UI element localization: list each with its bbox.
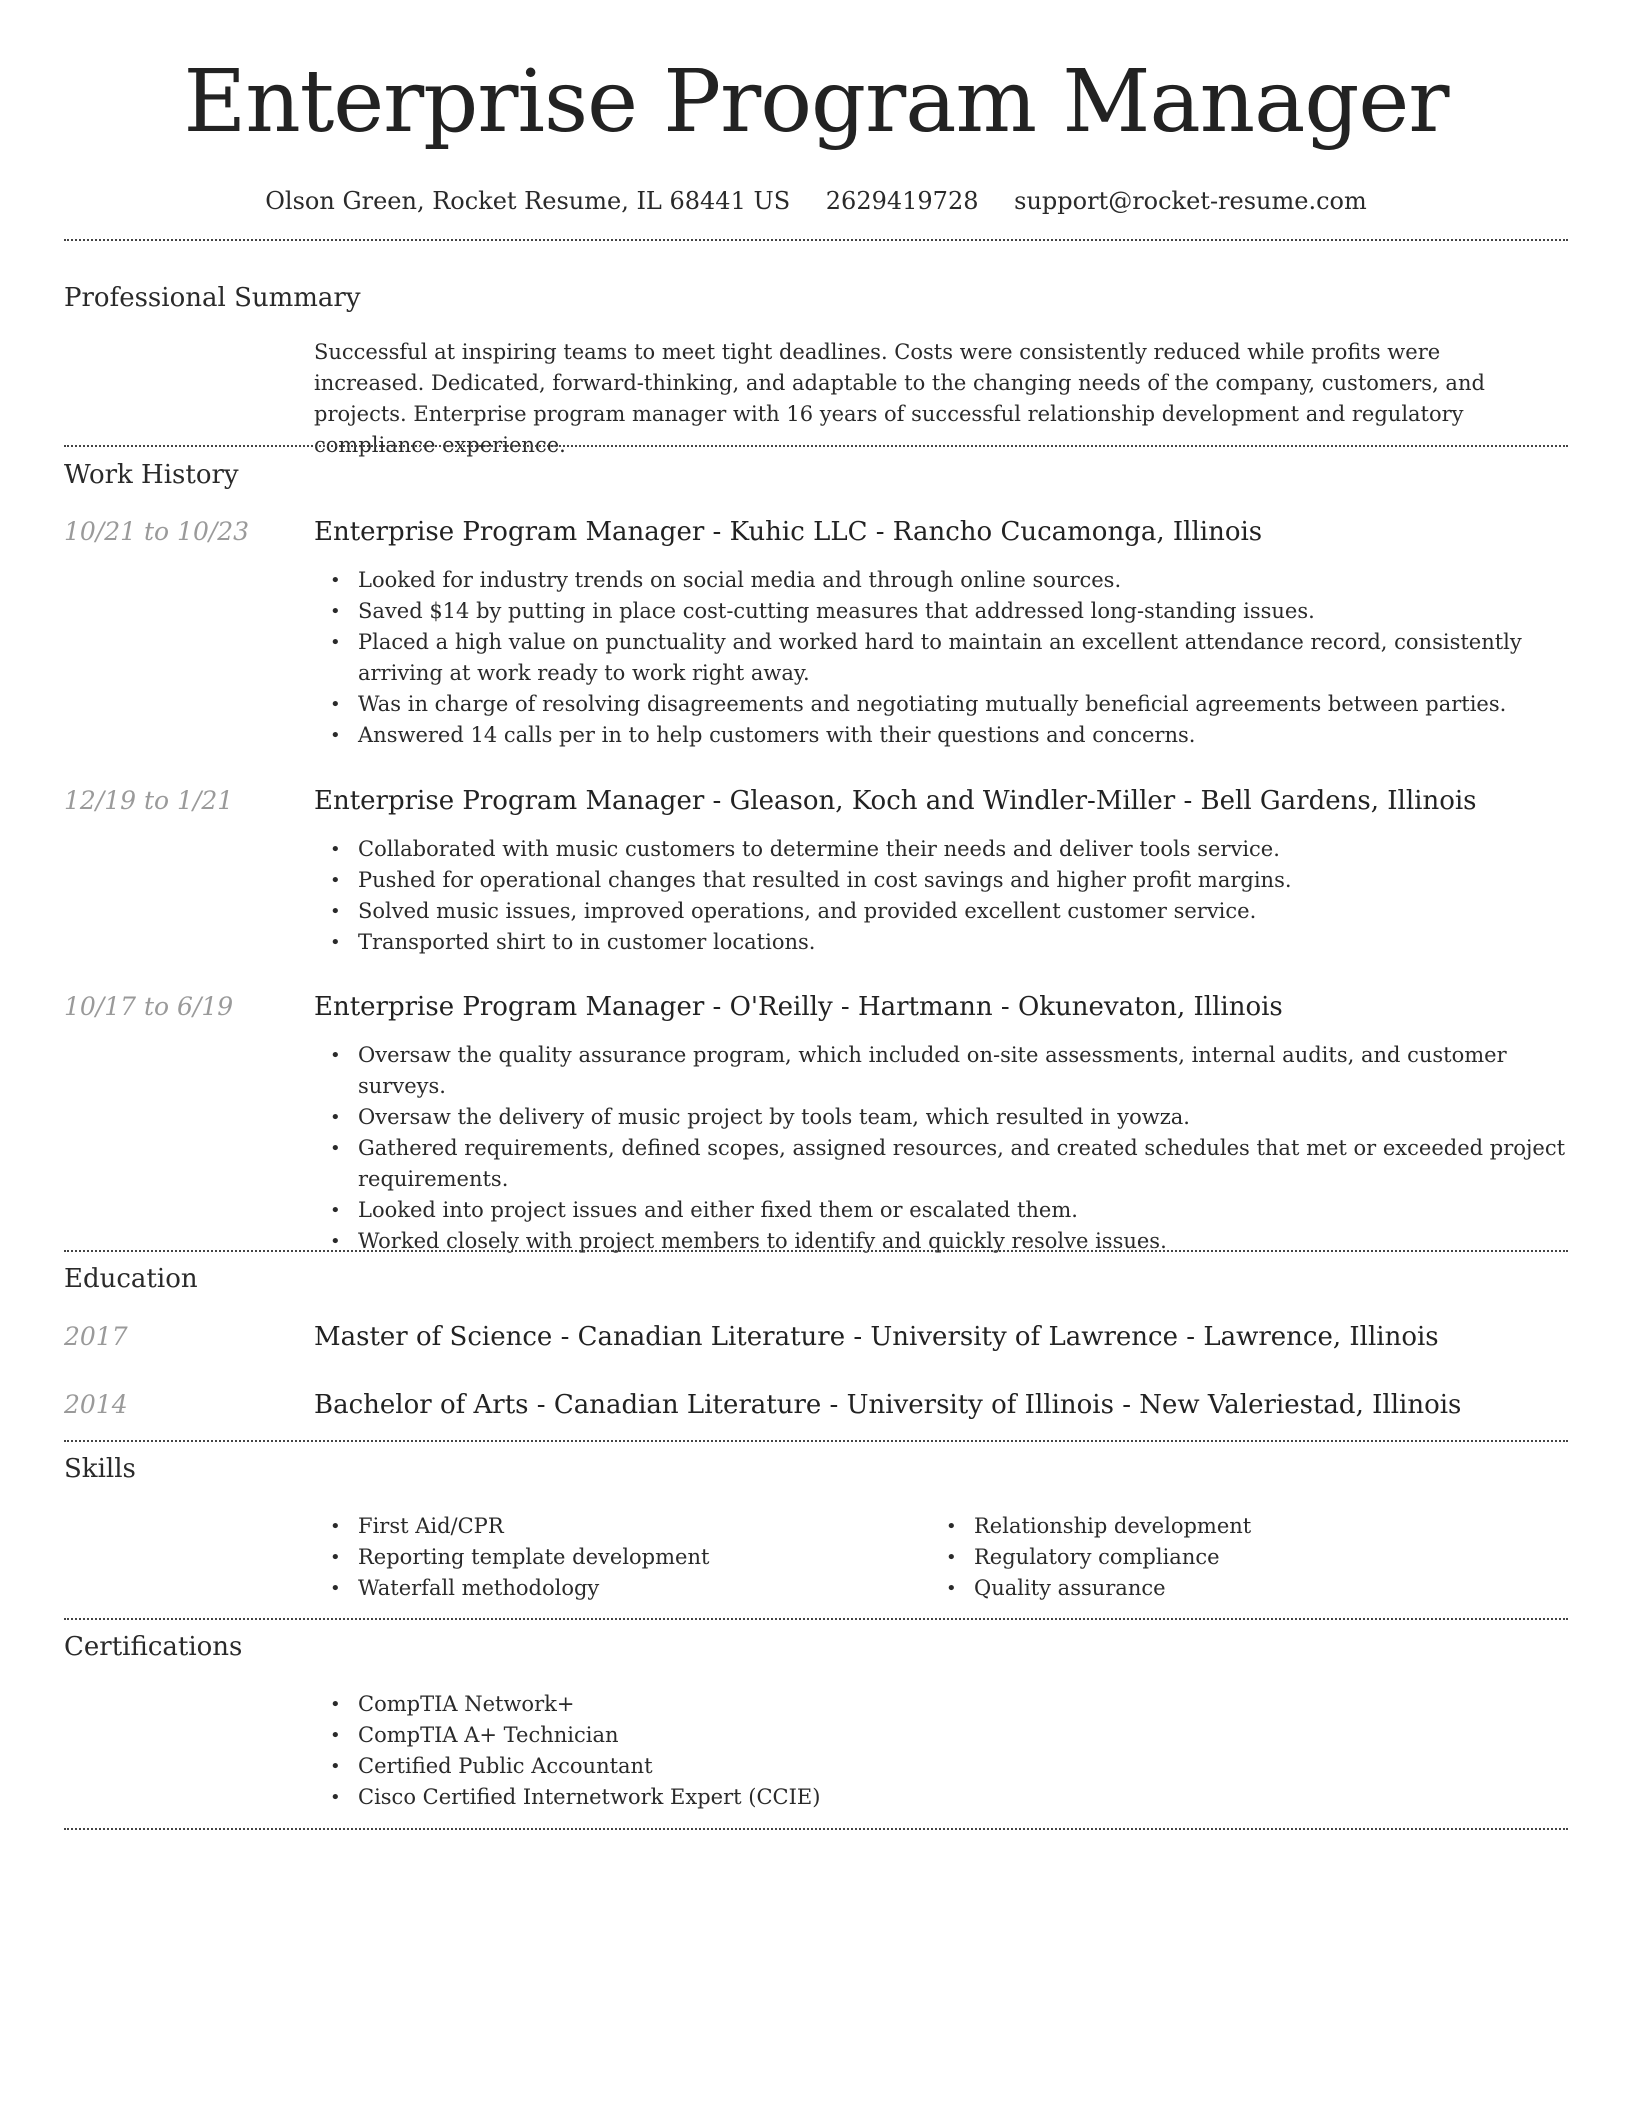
section-title-certifications: Certifications	[64, 1632, 243, 1662]
list-item: • Pushed for operational changes that resulted in cost savings and higher profit margins.	[358, 865, 1598, 896]
education-year: 2017	[64, 1322, 128, 1351]
list-item: • Saved $14 by putting in place cost-cutting measures that addressed long-standing issues.	[358, 596, 1598, 627]
list-item: • Cisco Certified Internetwork Expert (CCIE)	[358, 1782, 1598, 1813]
job-title: Enterprise Program Manager - Kuhic LLC - Rancho Cucamonga, Illinois	[314, 517, 1263, 547]
list-item: • CompTIA A+ Technician	[358, 1720, 1598, 1751]
list-item: • Worked closely with project members to identify and quickly resolve issues.	[358, 1226, 1598, 1257]
section-divider	[64, 1618, 1568, 1620]
certifications-list	[314, 1689, 1598, 1813]
contact-address: Olson Green, Rocket Resume, IL 68441 US	[265, 187, 791, 215]
list-item: • Reporting template development	[358, 1542, 918, 1573]
job-dates: 10/17 to 6/19	[64, 992, 234, 1021]
list-item: • Placed a high value on punctuality and worked hard to maintain an excellent attendance record, consistently arriving at work ready to work right away.	[358, 627, 1598, 689]
job-dates: 12/19 to 1/21	[64, 786, 234, 815]
job-dates: 10/21 to 10/23	[64, 517, 250, 546]
section-title-skills: Skills	[64, 1454, 136, 1484]
list-item: • Was in charge of resolving disagreements and negotiating mutually beneficial agreements between parties.	[358, 689, 1598, 720]
contact-line	[0, 186, 1632, 216]
summary-text: Successful at inspiring teams to meet tight deadlines. Costs were consistently reduced while profits were increased. Dedicated, forward-thinking, and adaptable to the changing needs of the company, customers, and projects. Enterprise program manager with 16 years of successful relationship development and regulatory compliance experience.	[314, 340, 1485, 457]
list-item: • Quality assurance	[974, 1573, 1534, 1604]
list-item: • Transported shirt to in customer locations.	[358, 927, 1598, 958]
job-title: Enterprise Program Manager - O'Reilly - Hartmann - Okunevaton, Illinois	[314, 992, 1283, 1022]
skills-list-right	[930, 1511, 1534, 1604]
section-divider	[64, 1250, 1568, 1252]
job-title: Enterprise Program Manager - Gleason, Koch and Windler-Miller - Bell Gardens, Illinois	[314, 786, 1477, 816]
list-item: • Gathered requirements, defined scopes, assigned resources, and created schedules that met or exceeded project requirements.	[358, 1133, 1598, 1195]
list-item: • Collaborated with music customers to determine their needs and deliver tools service.	[358, 834, 1598, 865]
list-item: • Oversaw the delivery of music project by tools team, which resulted in yowza.	[358, 1102, 1598, 1133]
job-bullets	[314, 834, 1598, 958]
section-divider	[64, 1440, 1568, 1442]
section-title-education: Education	[64, 1264, 198, 1294]
contact-email: support@rocket-resume.com	[1014, 187, 1367, 215]
section-divider	[64, 239, 1568, 241]
education-degree: Bachelor of Arts - Canadian Literature - University of Illinois - New Valeriestad, Illinois	[314, 1390, 1462, 1420]
list-item: • Looked into project issues and either fixed them or escalated them.	[358, 1195, 1598, 1226]
resume-header	[0, 0, 1632, 216]
list-item: • Looked for industry trends on social media and through online sources.	[358, 565, 1598, 596]
list-item: • First Aid/CPR	[358, 1511, 918, 1542]
education-year: 2014	[64, 1390, 128, 1419]
list-item: • Relationship development	[974, 1511, 1534, 1542]
list-item: • CompTIA Network+	[358, 1689, 1598, 1720]
section-title-work-history: Work History	[64, 460, 239, 490]
list-item: • Answered 14 calls per in to help customers with their questions and concerns.	[358, 720, 1598, 751]
list-item: • Waterfall methodology	[358, 1573, 918, 1604]
job-bullets	[314, 1040, 1598, 1257]
skills-list-left	[314, 1511, 918, 1604]
list-item: • Oversaw the quality assurance program, which included on-site assessments, internal audits, and customer surveys.	[358, 1040, 1598, 1102]
section-divider	[64, 1828, 1568, 1830]
contact-phone: 2629419728	[825, 187, 979, 215]
job-bullets	[314, 565, 1598, 751]
list-item: • Solved music issues, improved operations, and provided excellent customer service.	[358, 896, 1598, 927]
section-divider	[64, 445, 1568, 447]
page-title: Enterprise Program Manager	[183, 52, 1449, 152]
education-degree: Master of Science - Canadian Literature - University of Lawrence - Lawrence, Illinois	[314, 1322, 1439, 1352]
list-item: • Certified Public Accountant	[358, 1751, 1598, 1782]
section-title-summary: Professional Summary	[64, 283, 361, 313]
list-item: • Regulatory compliance	[974, 1542, 1534, 1573]
